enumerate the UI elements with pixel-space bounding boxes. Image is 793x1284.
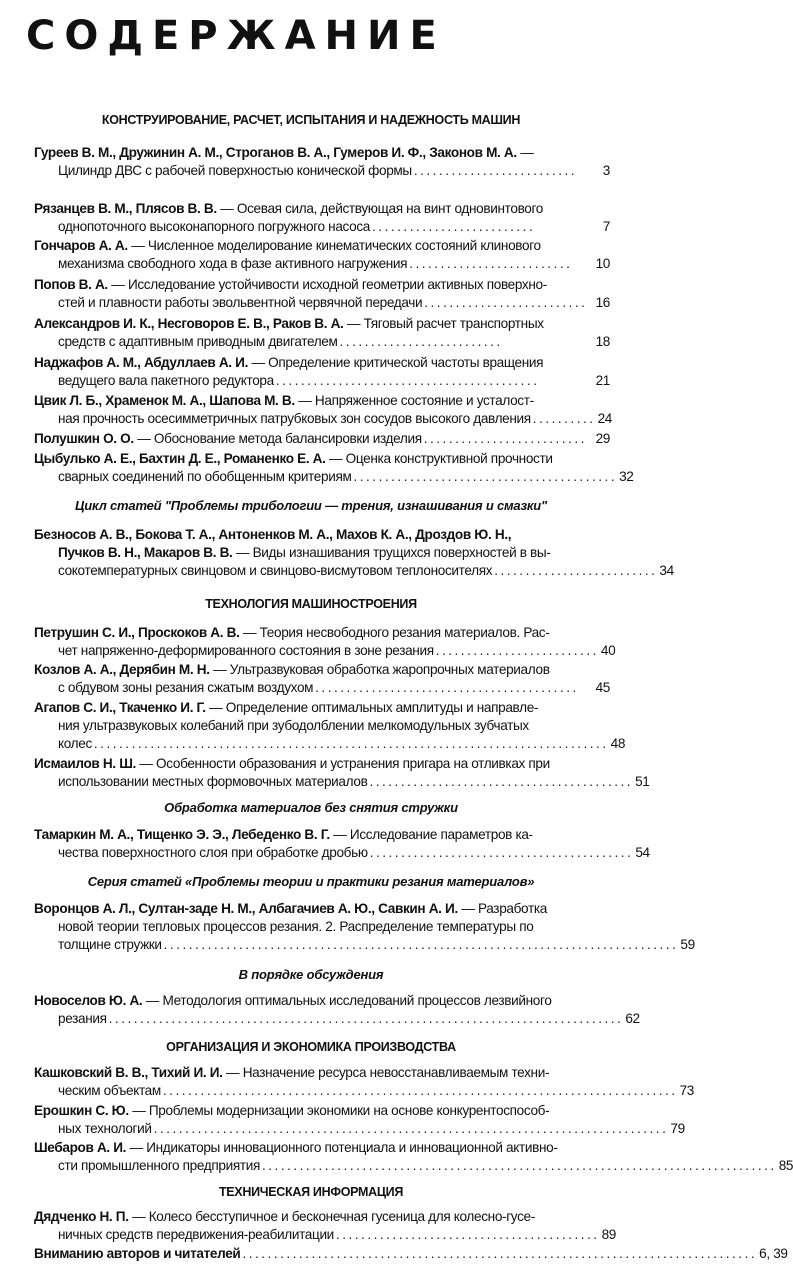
- page-number: 24: [597, 411, 612, 426]
- entry-title: — Оценка конструктивной прочности: [325, 451, 553, 466]
- toc-entry[interactable]: [34, 1102, 685, 1138]
- page-number: 54: [635, 845, 650, 860]
- entry-authors: Вниманию авторов и читателей: [34, 1246, 241, 1261]
- toc-entry[interactable]: [34, 237, 610, 273]
- entry-title: — Исследование устойчивости исходной геометрии активных поверхно-: [107, 277, 547, 292]
- entry-authors: Шебаров А. И.: [34, 1140, 127, 1155]
- entry-title: с обдувом зоны резания сжатым воздухом: [58, 680, 314, 695]
- entry-title: — Колесо бесступичное и бесконечная гусеница для колесно-гусе-: [128, 1209, 535, 1224]
- page-number: 21: [595, 373, 610, 388]
- leader-dots: ..........................: [413, 163, 578, 178]
- entry-title: — Теория несвободного резания материалов. Рас-: [239, 625, 550, 640]
- entry-title: ческим объектам: [58, 1083, 161, 1098]
- leader-dots: ..........................................: [315, 680, 579, 695]
- page-number: 73: [679, 1083, 695, 1098]
- page-number: 16: [595, 295, 610, 310]
- entry-title: стей и плавности работы эвольвентной червячной передачи: [58, 295, 423, 310]
- toc-entry[interactable]: [34, 144, 610, 180]
- entry-title: — Назначение ресурса невосстанавливаемым техни-: [222, 1065, 550, 1080]
- page-number: 7: [602, 219, 610, 234]
- toc-entry[interactable]: [34, 430, 610, 448]
- leader-dots: ..................................................................................: [261, 1158, 777, 1173]
- entry-authors: Гуреев В. М., Дружинин А. М., Строганов В. А., Гумеров И. Ф., Законов М. А.: [34, 145, 517, 160]
- entry-authors: Кашковский В. В., Тихий И. И.: [34, 1065, 223, 1080]
- entry-title: сварных соединений по обобщенным критериям: [58, 469, 352, 484]
- leader-dots: ..................................................................................: [93, 736, 609, 751]
- entry-title: Цилиндр ДВС с рабочей поверхностью конической формы: [58, 163, 412, 178]
- toc-entry[interactable]: [34, 826, 650, 862]
- entry-authors: Исмаилов Н. Ш.: [34, 756, 136, 771]
- section-heading-tech-info: ТЕХНИЧЕСКАЯ ИНФОРМАЦИЯ: [218, 1185, 404, 1199]
- leader-dots: ..........................: [424, 295, 588, 310]
- entry-title: — Виды изнашивания трущихся поверхностей в вы-: [232, 545, 551, 560]
- entry-authors: Воронцов А. Л., Султан-заде Н. М., Албагачиев А. Ю., Савкин А. И.: [34, 901, 458, 916]
- toc-entry[interactable]: [34, 392, 610, 428]
- entry-title: — Ультразвуковая обработка жаропрочных материалов: [209, 662, 550, 677]
- toc-entry[interactable]: [34, 624, 616, 660]
- entry-title: резания: [58, 1011, 107, 1026]
- entry-title: — Обоснование метода балансировки изделия: [133, 431, 422, 446]
- entry-title: средств с адаптивным приводным двигателем: [58, 334, 338, 349]
- toc-entry[interactable]: [34, 992, 640, 1028]
- entry-title: — Определение оптимальных амплитуды и направле-: [205, 700, 539, 715]
- page-number: 18: [595, 334, 610, 349]
- page-number: 85: [778, 1158, 793, 1173]
- entry-authors: Полушкин О. О.: [34, 431, 134, 446]
- section-heading-design: КОНСТРУИРОВАНИЕ, РАСЧЕТ, ИСПЫТАНИЯ И НАДЕЖНОСТЬ МАШИН: [101, 113, 521, 127]
- leader-dots: ..................................................................................: [242, 1246, 758, 1261]
- page-number: 34: [659, 563, 674, 578]
- subsection-heading-tribology: Цикл статей "Проблемы трибологии — трения, изнашивания и смазки": [75, 498, 547, 513]
- subsection-heading-cutting: Серия статей «Проблемы теории и практики резания материалов»: [87, 874, 535, 889]
- page-number: 62: [625, 1011, 640, 1026]
- toc-entry[interactable]: [34, 354, 610, 390]
- entry-title: использовании местных формовочных материалов: [58, 774, 368, 789]
- entry-title: — Особенности образования и устранения пригара на отливках при: [135, 756, 550, 771]
- page-number: 40: [600, 643, 616, 658]
- entry-title: колес: [58, 736, 92, 751]
- leader-dots: ..........: [532, 411, 596, 426]
- toc-entry[interactable]: [34, 1064, 695, 1100]
- toc-entry[interactable]: [34, 450, 634, 486]
- entry-title: однопоточного высоконапорного погружного насоса: [58, 219, 371, 234]
- entry-title: — Методология оптимальных исследований процессов лезвийного: [142, 993, 552, 1008]
- entry-title: —: [516, 145, 534, 160]
- entry-title: ных технологий: [58, 1121, 152, 1136]
- entry-title: — Численное моделирование кинематических состояний клинового: [127, 238, 541, 253]
- toc-entry[interactable]: [34, 1245, 788, 1263]
- entry-title: чества поверхностного слоя при обработке дробью: [58, 845, 368, 860]
- entry-title: толщине стружки: [58, 937, 162, 952]
- entry-title: — Индикаторы инновационного потенциала и инновационной активно-: [126, 1140, 558, 1155]
- page-title: СОДЕРЖАНИЕ: [26, 13, 446, 59]
- page-number: 89: [601, 1227, 616, 1242]
- entry-authors: Пучков В. Н., Макаров В. В.: [58, 545, 233, 560]
- leader-dots: ..........................: [409, 256, 573, 271]
- toc-entry[interactable]: [34, 526, 674, 580]
- entry-authors: Наджафов А. М., Абдуллаев А. И.: [34, 355, 249, 370]
- entry-authors: Рязанцев В. М., Плясов В. В.: [34, 201, 217, 216]
- entry-title: ведущего вала пакетного редуктора: [58, 373, 274, 388]
- entry-authors: Козлов А. А., Дерябин М. Н.: [34, 662, 210, 677]
- leader-dots: ..........................................: [275, 373, 540, 388]
- leader-dots: ..........................................: [353, 469, 618, 484]
- toc-entry[interactable]: [34, 900, 695, 954]
- entry-authors: Агапов С. И., Ткаченко И. Г.: [34, 700, 206, 715]
- entry-title: чет напряженно-деформированного состояния в зоне резания: [58, 643, 434, 658]
- page-number: 79: [670, 1121, 685, 1136]
- leader-dots: ..........................................: [335, 1227, 600, 1242]
- leader-dots: ..........................: [423, 431, 587, 446]
- page-number: 48: [610, 736, 626, 751]
- entry-authors: Цыбулько А. Е., Бахтин Д. Е., Романенко Е. А.: [34, 451, 326, 466]
- entry-title: ния ультразвуковых колебаний при зубодолблении мелкомодульных зубчатых: [58, 718, 529, 733]
- page-number: 45: [595, 680, 610, 695]
- leader-dots: ..................................................................................: [153, 1121, 669, 1136]
- page-number: 59: [680, 937, 695, 952]
- entry-title: ная прочность осесимметричных патрубковых зон сосудов высокого давления: [58, 411, 531, 426]
- entry-title: новой теории тепловых процессов резания. 2. Распределение температуры по: [58, 919, 534, 934]
- entry-authors: Попов В. А.: [34, 277, 108, 292]
- page-number: 29: [595, 431, 610, 446]
- leader-dots: ..........................: [339, 334, 503, 349]
- toc-entry[interactable]: [34, 699, 626, 753]
- entry-title: — Тяговый расчет транспортных: [343, 316, 544, 331]
- entry-authors: Безносов А. В., Бокова Т. А., Антоненков М. А., Махов К. А., Дроздов Ю. Н.,: [34, 527, 512, 542]
- entry-title: — Напряженное состояние и усталост-: [294, 393, 534, 408]
- entry-authors: Цвик Л. Б., Храменок М. А., Шапова М. В.: [34, 393, 295, 408]
- leader-dots: ..........................................: [369, 774, 634, 789]
- entry-title: сокотемпературных свинцовом и свинцово-висмутовом теплоносителях: [58, 563, 493, 578]
- toc-entry[interactable]: [34, 200, 610, 236]
- page-number: 51: [635, 774, 650, 789]
- toc-entry[interactable]: [34, 661, 610, 697]
- section-heading-economics: ОРГАНИЗАЦИЯ И ЭКОНОМИКА ПРОИЗВОДСТВА: [166, 1040, 456, 1054]
- leader-dots: ..................................................................................: [162, 1083, 678, 1098]
- leader-dots: ..................................................................................: [108, 1011, 624, 1026]
- entry-authors: Дядченко Н. П.: [34, 1209, 129, 1224]
- entry-authors: Гончаров А. А.: [34, 238, 128, 253]
- entry-title: — Проблемы модернизации экономики на основе конкурентоспособ-: [128, 1103, 550, 1118]
- entry-authors: Тамаркин М. А., Тищенко Э. Э., Лебеденко В. Г.: [34, 827, 330, 842]
- entry-authors: Ерошкин С. Ю.: [34, 1103, 129, 1118]
- section-heading-technology: ТЕХНОЛОГИЯ МАШИНОСТРОЕНИЯ: [205, 597, 417, 611]
- entry-title: — Разработка: [457, 901, 547, 916]
- subsection-heading-discussion: В порядке обсуждения: [238, 967, 384, 982]
- entry-title: — Определение критической частоты вращения: [248, 355, 544, 370]
- entry-title: — Осевая сила, действующая на винт одновинтового: [216, 201, 544, 216]
- leader-dots: ..........................: [372, 219, 536, 234]
- page-number: 6, 39: [759, 1246, 788, 1261]
- page-number: 10: [595, 256, 610, 271]
- leader-dots: ..................................................................................: [163, 937, 679, 952]
- toc-entry[interactable]: [34, 276, 610, 312]
- entry-authors: Александров И. К., Несговоров Е. В., Раков В. А.: [34, 316, 344, 331]
- subsection-heading-processing: Обработка материалов без снятия стружки: [164, 800, 458, 815]
- page-number: 3: [602, 163, 610, 178]
- toc-entry[interactable]: [34, 315, 610, 351]
- entry-authors: Новоселов Ю. А.: [34, 993, 143, 1008]
- leader-dots: ..........................: [435, 643, 599, 658]
- toc-entry[interactable]: [34, 1139, 793, 1175]
- entry-title: — Исследование параметров ка-: [329, 827, 533, 842]
- leader-dots: ..........................................: [369, 845, 634, 860]
- entry-title: ничных средств передвижения-реабилитации: [58, 1227, 334, 1242]
- page-number: 32: [619, 469, 634, 484]
- entry-title: сти промышленного предприятия: [58, 1158, 260, 1173]
- entry-title: механизма свободного хода в фазе активного нагружения: [58, 256, 408, 271]
- entry-authors: Петрушин С. И., Проскоков А. В.: [34, 625, 240, 640]
- toc-entry[interactable]: [34, 755, 650, 791]
- toc-entry[interactable]: [34, 1208, 616, 1244]
- leader-dots: ..........................: [494, 563, 658, 578]
